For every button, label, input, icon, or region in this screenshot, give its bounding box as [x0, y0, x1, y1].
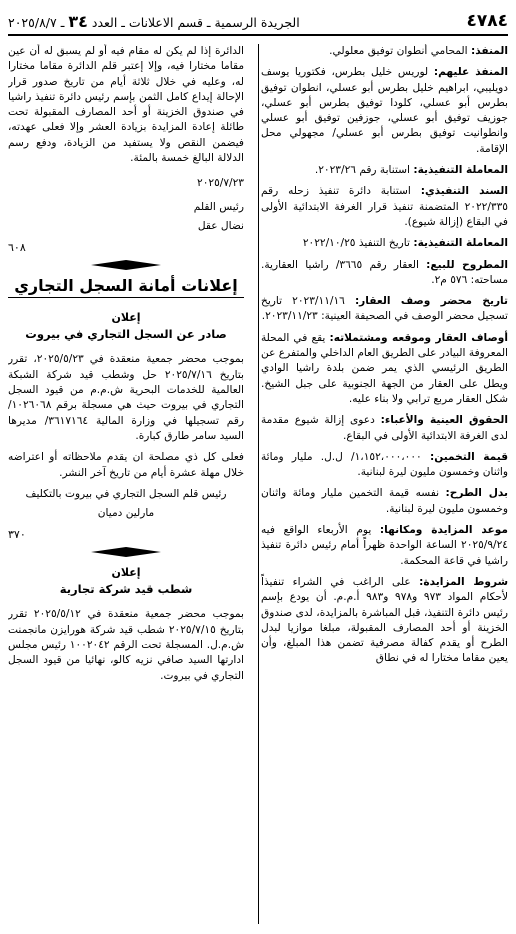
- field-text: دعوى إزالة شيوع مقدمة لدى الغرفة الابتدائية الأولى في البقاع.: [261, 414, 508, 442]
- field-text: المحامي أنطوان توفيق معلولي.: [329, 45, 471, 57]
- notice-field: [261, 65, 508, 157]
- field-label: المعاملة التنفيذية:: [413, 164, 508, 177]
- ad1-signatory-name: مارلين دميان: [97, 507, 155, 520]
- field-label: موعد المزايدة ومكانها:: [379, 524, 508, 537]
- notice-field: [261, 450, 508, 481]
- ad2-subtitle: شطب قيد شركة تجارية: [59, 582, 193, 597]
- field-label: المعاملة التنفيذية:: [413, 237, 508, 250]
- ad2-paragraph-1: بموجب محضر جمعية منعقدة في ٢٠٢٥/٥/١٢ تقرر بتاريخ ٢٠٢٥/٧/١٥ شطب قيد شركة هورايزن مانجمنت ش.م.ل. المسجلة تحت الرقم ١٠٠٢٠٤٢ رئيس مجلس ادارتها السيد صافي نزيه كالو، نهائيا من قيود السجل التجاري في بيروت.: [8, 608, 244, 682]
- notice-field: [261, 44, 508, 59]
- continuation-paragraph: الدائرة إذا لم يكن له مقام فيه أو لم يسبق له أن عين مقاما مختارا فيه، وإلا إعتبر قلم الدائرة مقاما مختارا له، وعليه في خلال ثلاثة أيام من تاريخ صدور قرار الإحالة إيداع كامل الثمن بإسم رئيس دائرة تنفيذ راشيا في صندوق الخزينة أو أحد المصارف المقبولة تحت طائلة إعادة المزايدة بزيادة العشر وإلا فعلى عهدته، فيضمن النقص ولا يستفيد من الزيادة، ودفع رسم الدلالة البالغ خمسة بالمئة.: [8, 45, 244, 165]
- field-text: استنابة رقم ٢٠٢٣/٢٦.: [314, 164, 414, 177]
- notice-field: [261, 236, 508, 251]
- column-divider: [258, 44, 259, 924]
- field-label: أوصاف العقار وموقعه ومشتملاته:: [329, 331, 508, 344]
- field-label: تاريخ محضر وصف العقار:: [354, 295, 508, 308]
- field-label: قيمة التخمين:: [429, 450, 508, 463]
- notice-field: [261, 331, 508, 407]
- notice-field: [261, 413, 508, 444]
- ad1-subtitle: صادر عن السجل التجاري في بيروت: [25, 327, 227, 342]
- notice-field: [261, 575, 508, 667]
- notice-number-2: ٣٧٠: [8, 528, 26, 542]
- right-column: [261, 44, 508, 924]
- field-label: بدل الطرح:: [445, 487, 508, 500]
- field-label: السند التنفيذي:: [420, 185, 508, 198]
- divider-ornament: [8, 260, 244, 270]
- signatory-title: رئيس القلم: [193, 200, 244, 213]
- field-label: المنفذ عليهم:: [433, 66, 508, 79]
- field-text: لوريس خليل بطرس، فكتوريا يوسف دويليبي، ابراهيم خليل بطرس أبو عسلي، انطوان توفيق بطرس أبو عسلي، كلودا توفيق بطرس أبو عسلي، جوزيف توفيق أبو عسلي، جوزفين توفيق أبو عسلي وانطوانيت توفيق بطرس أبو عسلي/ مجهولي محل الإقامة.: [261, 66, 508, 155]
- field-text: نفسه قيمة التخمين مليار ومائة واثنان وخمسون مليون ليرة لبنانية.: [261, 487, 508, 515]
- header-publication: الجريدة الرسمية ـ قسم الاعلانات ـ العدد: [91, 14, 300, 30]
- field-text: على الراغب في الشراء تنفيذاً لأحكام المواد ٩٧٣ و٩٧٨ و٩٨٣ أ.م.م. أن يودع بإسم رئيس دائرة التنفيذ، قبل المباشرة بالمزايدة، لدى صندوق الخزينة أو أحد المصارف المقبولة، مبلغا موازيا لبدل الطرح أو يقدم كفالة مصرفية تضمن هذا المبلغ، وأن يعين مقاما مختارا له في نطاق: [261, 575, 508, 665]
- divider-ornament-2: [8, 547, 244, 557]
- ad2-title: إعلان: [111, 565, 141, 579]
- page-header: [8, 8, 508, 36]
- field-text: يوم الأربعاء الواقع فيه ٢٠٢٥/٩/٢٤ الساعة الواحدة ظهراً أمام رئيس دائرة تنفيذ راشيا في قاعة المحكمة.: [261, 524, 508, 567]
- field-label: المطروح للبيع:: [426, 258, 508, 271]
- field-text: ٢٠٢٣/١١/١٦ تاريخ تسجيل محضر الوصف في الصحيفة العينية: ٢٠٢٣/١١/٢٣.: [261, 295, 508, 323]
- header-title: الجريدة الرسمية ـ قسم الاعلانات ـ العدد ٣٤ ـ ٢٠٢٥/٨/٧: [8, 11, 300, 31]
- notice-field: [261, 258, 508, 289]
- field-text: العقار رقم ٣٦٦٥/ راشيا العقارية. مساحته: ٥٧٦ م٢.: [261, 258, 508, 286]
- notice-field: [261, 184, 508, 230]
- ad1-paragraph-2: فعلى كل ذي مصلحة ان يقدم ملاحظاته أو اعتراضه خلال مهلة عشرة أيام من تاريخ آخر النشر.: [8, 451, 244, 479]
- field-label: الحقوق العينية والأعباء:: [380, 414, 508, 427]
- ad1-title: إعلان: [111, 310, 141, 324]
- field-label: شروط المزايدة:: [419, 575, 508, 588]
- header-issue-number: ٣٤: [68, 11, 88, 31]
- notice-number: ٦٠٨: [8, 241, 26, 255]
- notice-date: ٢٠٢٥/٧/٢٣: [197, 177, 244, 190]
- field-text: يقع في المحلة المعروفة البيادر على الطريق العام الداخلي والمتفرع عن الطريق الرئيسي الذي يمر ضمن بلدة راشيا الوادي ويطل على العقار من الجهة الجنوبية على جبل الشيخ. شكل العقار مربع ترابي ولا بناء عليه.: [261, 331, 508, 405]
- notice-field: [261, 163, 508, 178]
- left-column: [8, 44, 244, 924]
- ad1-paragraph-1: بموجب محضر جمعية منعقدة في ٢٠٢٥/٥/٢٣، تقرر بتاريخ ٢٠٢٥/٧/١٦ حل وشطب قيد شركة الشبكة العالمية للخدمات البحرية ش.م.م من قيود السجل التجاري في بيروت حيث هي مسجلة برقم ١٠٢٦٠٦٨/ رقم تسجيلها في وزارة المالية ٣٦١٧١٦٤/ مديرها السيد سامر طارق كبارة.: [8, 353, 244, 442]
- header-date: ٢٠٢٥/٨/٧: [8, 14, 57, 30]
- section-title: إعلانات أمانة السجل التجاري: [8, 278, 244, 298]
- field-text: ١،١٥٢،٠٠٠،٠٠٠/ ل.ل. مليار ومائة واثنان وخمسون مليون ليرة لبنانية.: [261, 450, 508, 479]
- notice-field: [261, 523, 508, 569]
- field-text: تاريخ التنفيذ ٢٠٢٢/١٠/٢٥: [302, 237, 414, 250]
- notice-field: [261, 294, 508, 325]
- notice-field: [261, 486, 508, 517]
- ad1-signatory-title: رئيس قلم السجل التجاري في بيروت بالتكليف: [25, 487, 227, 500]
- field-label: المنفذ:: [470, 45, 508, 57]
- signatory-name: نضال عقل: [197, 219, 244, 232]
- field-text: استنابة دائرة تنفيذ زحله رقم ٢٠٢٢/٣٣٥ المتضمنة تنفيذ قرار الغرفة الابتدائية الأولى في البقاع (إزالة شيوع).: [261, 185, 508, 228]
- page-number: ٤٧٨٤: [466, 11, 508, 31]
